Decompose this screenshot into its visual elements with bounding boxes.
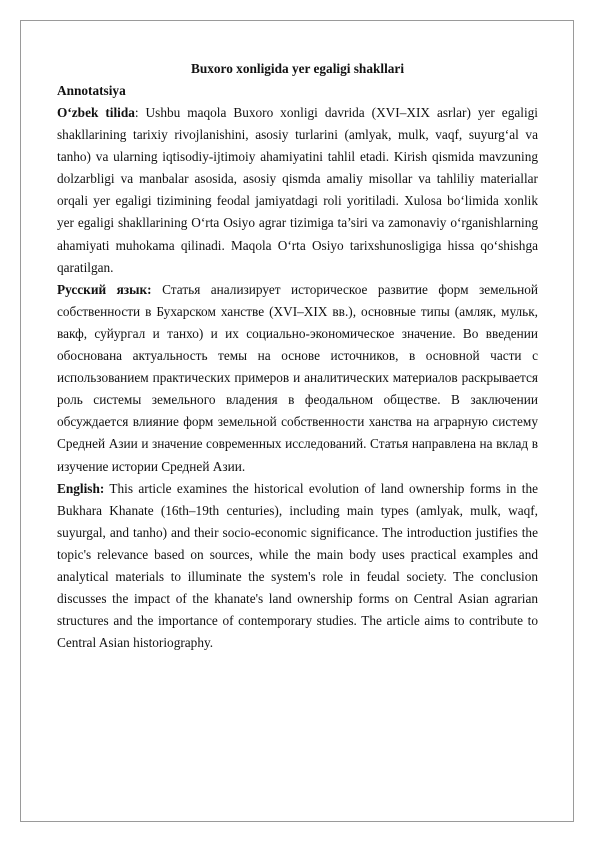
abstract-text-russian: Статья анализирует историческое развитие форм земельной собственности в Бухарском ханстве (XVI–XIX вв.), основные типы (амляк, мульк, вакф, суйургал и танхо) и их социально-экономическое значение. Во введении обоснована актуальность темы на основе источников, в основной части с использованием практических примеров и аналитических материалов раскрывается роль системы земельного владения в феодальном обществе. В заключении обсуждается влияние форм земельной собственности ханства на аграрную систему Средней Азии и значение современных исследований. Статья направлена на вклад в изучение истории Средней Азии.	[57, 281, 539, 474]
label-separator-russian	[152, 282, 162, 297]
abstract-text-uzbek: Ushbu maqola Buxoro xonligi davrida (XVI–XIX asrlar) yer egaligi shakllarining tarixiy rivojlanishini, asosiy turlarini (amlyak, mulk, vaqf, suyurg‘al va tanho) va ularning iqtisodiy-ijtimoiy ahamiyatini tahlil etadi. Kirish qismida mavzuning dolzarbligi va manbalar asosida, asosiy qismda amaliy misollar va tahliliy materiallar orqali yer egaligi tizimining feodal jamiyatdagi roli yoritiladi. Xulosa bo‘limida xonlik yer egaligi shakllarining O‘rta Osiyo agrar tizimiga ta’siri va zamonaviy o‘rganishlarning ahamiyati muhokama qilinadi. Maqola O‘rta Osiyo tarixshunosligiga hissa qo‘shishga qaratilgan.	[57, 105, 538, 275]
section-heading: Annotatsiya	[57, 83, 126, 98]
abstract-text-english: This article examines the historical evolution of land ownership forms in the Bukhara Khanate (16th–19th centuries), including main types (amlyak, mulk, waqf, suyurgal, and tanho) and their socio-economic significance. The introduction justifies the topic's relevance based on sources, while the main body uses practical examples and analytical materials to illuminate the system's role in feudal society. The conclusion discusses the impact of the khanate's land ownership forms on Central Asian agrarian structures and the importance of contemporary studies. The article aims to contribute to Central Asian historiography.	[57, 480, 538, 651]
abstract-uzbek	[57, 102, 538, 279]
document-title: Buxoro xonligida yer egaligi shakllari	[190, 61, 405, 76]
abstract-english	[57, 478, 538, 655]
language-label-russian: Русский язык:	[57, 281, 152, 297]
document-body	[57, 60, 538, 654]
abstract-russian	[57, 279, 538, 478]
language-label-uzbek: O‘zbek tilida	[57, 105, 135, 120]
language-label-english: English:	[57, 480, 105, 496]
label-separator-uzbek: :	[134, 105, 146, 120]
